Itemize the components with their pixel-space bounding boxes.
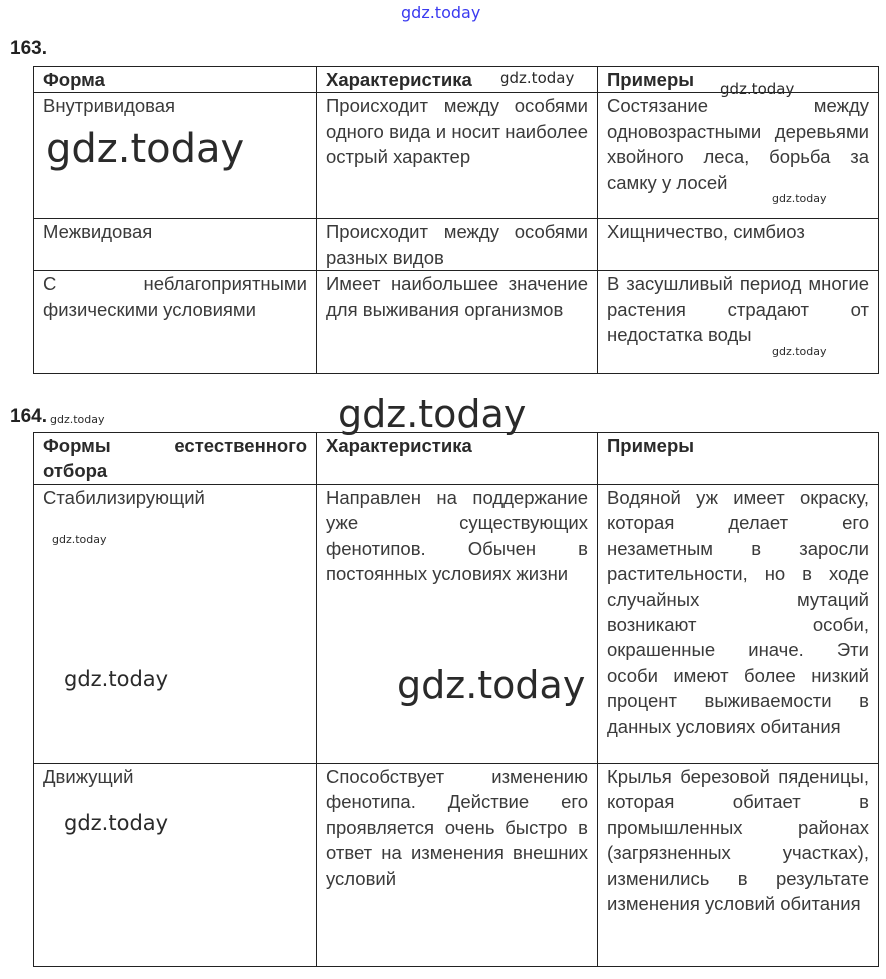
table-cell: Состязание между одновозрастными деревьями хвойного леса, борьба за самку у лосей: [598, 93, 879, 219]
table-cell: Происходит между особями одного вида и носит наиболее острый характер: [317, 93, 598, 219]
watermark: gdz.today: [720, 80, 795, 98]
watermark: gdz.today: [397, 663, 586, 707]
table-row: [34, 271, 879, 374]
table-header-row: [34, 67, 879, 93]
watermark: gdz.today: [772, 345, 827, 358]
table-cell: Направлен на поддержание уже существующих фенотипов. Обычен в постоянных условиях жизни: [317, 485, 598, 764]
table-row: [34, 485, 879, 764]
header-cell: Формы естественного отбора: [34, 433, 317, 485]
table-cell: Движущий: [34, 764, 317, 967]
table-cell: Межвидовая: [34, 219, 317, 271]
header-cell: Примеры: [598, 67, 879, 93]
header-cell: Характеристика: [317, 67, 598, 93]
header-cell: Характеристика: [317, 433, 598, 485]
watermark: gdz.today: [772, 192, 827, 205]
watermark: gdz.today: [500, 69, 575, 87]
watermark: gdz.today: [52, 533, 107, 546]
table-cell: Хищничество, симбиоз: [598, 219, 879, 271]
task-163-number: 163.: [10, 38, 47, 59]
table-cell: Крылья березовой пяденицы, которая обитает в промышленных районах (загрязненных участках), изменились в результате изменения условий обитания: [598, 764, 879, 967]
watermark: gdz.today: [401, 3, 481, 22]
watermark: gdz.today: [46, 126, 245, 172]
watermark: gdz.today: [338, 392, 527, 436]
watermark: gdz.today: [64, 811, 169, 835]
task-164-table: [33, 432, 879, 967]
table-cell: С неблагоприятными физическими условиями: [34, 271, 317, 374]
table-row: [34, 764, 879, 967]
table-row: [34, 219, 879, 271]
table-cell: Происходит между особями разных видов: [317, 219, 598, 271]
table-header-row: [34, 433, 879, 485]
table-cell: Внутривидовая: [34, 93, 317, 219]
table-row: [34, 93, 879, 219]
task-164-number: 164.: [10, 406, 47, 427]
watermark: gdz.today: [50, 413, 105, 426]
table-cell: В засушливый период многие растения страдают от недостатка воды: [598, 271, 879, 374]
header-cell: Примеры: [598, 433, 879, 485]
watermark: gdz.today: [64, 667, 169, 691]
table-cell: Способствует изменению фенотипа. Действие его проявляется очень быстро в ответ на изменения внешних условий: [317, 764, 598, 967]
table-cell: Имеет наибольшее значение для выживания организмов: [317, 271, 598, 374]
task-163-table: [33, 66, 879, 374]
table-cell: Стабилизирующий: [34, 485, 317, 764]
header-cell: Форма: [34, 67, 317, 93]
table-cell: Водяной уж имеет окраску, которая делает его незаметным в заросли растительности, но в ходе случайных мутаций возникают особи, окрашенные иначе. Эти особи имеют более низкий процент выживаемости в данных условиях обитания: [598, 485, 879, 764]
